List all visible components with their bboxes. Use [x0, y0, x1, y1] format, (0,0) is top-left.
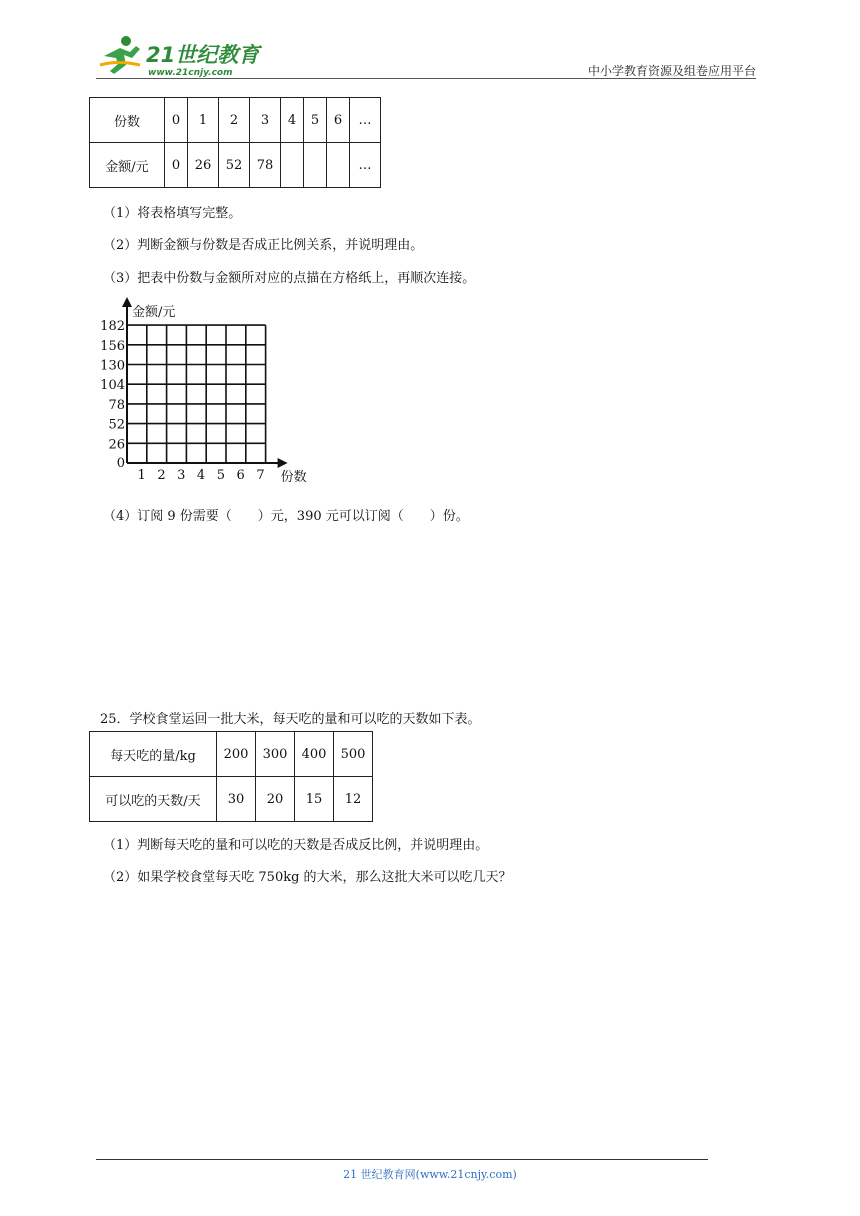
table-cell — [327, 143, 350, 188]
y-tick-label: 78 — [108, 397, 125, 413]
table-row — [90, 732, 373, 777]
origin-label: 0 — [116, 456, 125, 471]
table-cell: 金额/元 — [90, 143, 165, 188]
table-cell: 400 — [295, 732, 334, 777]
table-cell: 500 — [334, 732, 373, 777]
logo-text: 21世纪教育 — [146, 43, 260, 67]
y-tick-label: 52 — [108, 417, 125, 433]
copies-amount-table — [89, 97, 381, 188]
y-axis-arrow — [122, 297, 132, 307]
table-cell: 份数 — [90, 98, 165, 143]
table-cell: 0 — [165, 98, 188, 143]
table-cell: 12 — [334, 777, 373, 822]
footer-text: 21 世纪教育网(www.21cnjy.com) — [343, 1168, 517, 1181]
grid-lines — [127, 325, 266, 463]
runner-icon — [100, 36, 140, 74]
table-row — [90, 777, 373, 822]
question-part-4: （4）订阅 9 份需要（ ）元，390 元可以订阅（ ）份。 — [103, 509, 469, 524]
grid-chart — [88, 296, 338, 488]
y-tick-label: 104 — [100, 378, 125, 394]
y-axis-label: 金额/元 — [132, 305, 176, 320]
y-tick-label: 182 — [100, 319, 125, 335]
table-cell: 15 — [295, 777, 334, 822]
x-tick-label: 3 — [177, 468, 186, 483]
table-cell: 2 — [219, 98, 250, 143]
y-tick-label: 156 — [100, 338, 125, 354]
table-cell: 6 — [327, 98, 350, 143]
rice-table — [89, 731, 373, 822]
table-cell — [304, 143, 327, 188]
table-cell: 每天吃的量/kg — [90, 732, 217, 777]
table-row — [90, 143, 381, 188]
footer-divider — [96, 1159, 708, 1160]
x-tick-label: 6 — [236, 468, 245, 483]
table-cell: 300 — [256, 732, 295, 777]
table-cell: 30 — [217, 777, 256, 822]
table-cell: … — [350, 98, 381, 143]
question-25-part-1: （1）判断每天吃的量和可以吃的天数是否成反比例，并说明理由。 — [103, 838, 489, 853]
x-tick-label: 7 — [256, 468, 265, 483]
table-cell: 1 — [188, 98, 219, 143]
x-tick-label: 5 — [216, 468, 225, 483]
x-axis-arrow — [278, 458, 288, 468]
table-cell: 78 — [250, 143, 281, 188]
table-cell: 0 — [165, 143, 188, 188]
header-divider — [96, 78, 756, 79]
question-25-part-2: （2）如果学校食堂每天吃 750kg 的大米，那么这批大米可以吃几天？ — [103, 870, 512, 885]
table-cell: 5 — [304, 98, 327, 143]
question-part-2: （2）判断金额与份数是否成正比例关系，并说明理由。 — [103, 238, 424, 253]
x-tick-label: 4 — [196, 468, 206, 483]
question-part-1: （1）将表格填写完整。 — [103, 206, 242, 221]
site-logo — [96, 34, 266, 78]
y-tick-label: 130 — [100, 358, 125, 374]
table-cell: 3 — [250, 98, 281, 143]
table-cell: 52 — [219, 143, 250, 188]
x-tick-label: 2 — [157, 468, 166, 483]
table-cell: 4 — [281, 98, 304, 143]
table-cell — [281, 143, 304, 188]
table-row — [90, 98, 381, 143]
y-tick-label: 26 — [108, 437, 125, 453]
header-platform-text: 中小学教育资源及组卷应用平台 — [587, 64, 756, 78]
table-cell: 200 — [217, 732, 256, 777]
logo-url: www.21cnjy.com — [148, 68, 233, 78]
table-cell: … — [350, 143, 381, 188]
question-25-stem: 25．学校食堂运回一批大米，每天吃的量和可以吃的天数如下表。 — [100, 712, 481, 727]
table-cell: 20 — [256, 777, 295, 822]
x-axis-label: 份数 — [280, 470, 307, 485]
x-tick-label: 1 — [137, 468, 146, 483]
question-part-3: （3）把表中份数与金额所对应的点描在方格纸上，再顺次连接。 — [103, 271, 476, 286]
table-cell: 26 — [188, 143, 219, 188]
table-cell: 可以吃的天数/天 — [90, 777, 217, 822]
